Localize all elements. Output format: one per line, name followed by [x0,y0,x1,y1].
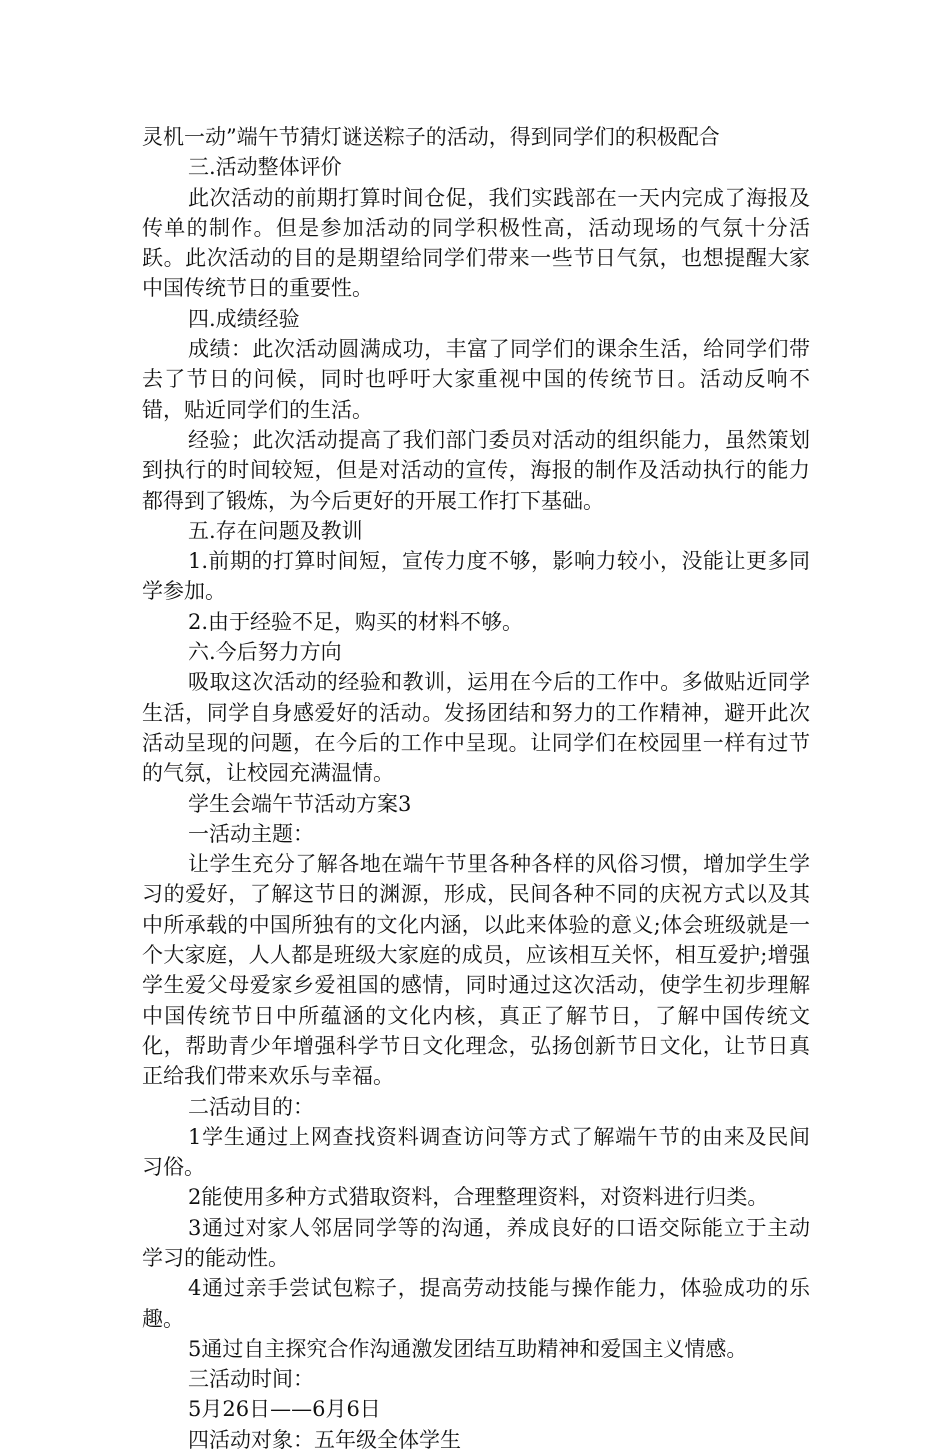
list-item-purpose-2: 2能使用多种方式猎取资料，合理整理资料，对资料进行归类。 [188,1185,769,1210]
section-heading-time: 三活动时间： [188,1367,314,1392]
list-item-problem-2: 2.由于经验不足，购买的材料不够。 [188,609,524,634]
list-item-problem-1: 1.前期的打算时间短，宣传力度不够，影响力较小，没能让更多同学参加。 [142,549,810,604]
list-item-purpose-3: 3通过对家人邻居同学等的沟通，养成良好的口语交际能立于主动学习的能动性。 [142,1215,810,1270]
paragraph-evaluation: 此次活动的前期打算时间仓促，我们实践部在一天内完成了海报及传单的制作。但是参加活动的同学积极性高，活动现场的气氛十分活跃。此次活动的目的是期望给同学们带来一些节日气氛，也想提醒大家中国传统节日的重要性。 [142,185,810,301]
section-heading-overall-evaluation: 三.活动整体评价 [188,155,342,180]
document-body [142,122,810,1455]
paragraph-continuation: 灵机一动”端午节猜灯谜送粽子的活动，得到同学们的积极配合 [142,125,720,149]
paragraph-future-direction: 吸取这次活动的经验和教训，运用在今后的工作中。多做贴近同学生活，同学自身感爱好的活动。发扬团结和努力的工作精神，避开此次活动呈现的问题，在今后的工作中呈现。让同学们在校园里一样有过节的气氛，让校园充满温情。 [142,670,810,786]
section-heading-future-direction: 六.今后努力方向 [188,640,342,665]
document-subtitle-plan-3: 学生会端午节活动方案3 [188,791,412,816]
list-item-purpose-5: 5通过自主探究合作沟通激发团结互助精神和爱国主义情感。 [188,1336,748,1361]
section-heading-purpose: 二活动目的： [188,1094,314,1119]
paragraph-theme: 让学生充分了解各地在端午节里各种各样的风俗习惯，增加学生学习的爱好，了解这节日的渊源，形成，民间各种不同的庆祝方式以及其中所承载的中国所独有的文化内涵，以此来体验的意义;体会班级就是一个大家庭，人人都是班级大家庭的成员，应该相互关怀，相互爱护;增强学生爱父母爱家乡爱祖国的感情，同时通过这次活动，使学生初步理解中国传统节日中所蕴涵的文化内核，真正了解节日，了解中国传统文化，帮助青少年增强科学节日文化理念，弘扬创新节日文化，让节日真正给我们带来欢乐与幸福。 [142,852,810,1089]
paragraph-results: 成绩：此次活动圆满成功，丰富了同学们的课余生活，给同学们带去了节日的问候，同时也呼吁大家重视中国的传统节日。活动反响不错，贴近同学们的生活。 [142,337,810,422]
section-heading-problems: 五.存在问题及教训 [188,518,363,543]
section-heading-theme: 一活动主题： [188,821,314,846]
paragraph-time: 5月26日——6月6日 [188,1397,381,1422]
list-item-purpose-4: 4通过亲手尝试包粽子，提高劳动技能与操作能力，体验成功的乐趣。 [142,1276,810,1331]
section-heading-results-experience: 四.成绩经验 [188,306,300,331]
paragraph-experience: 经验；此次活动提高了我们部门委员对活动的组织能力，虽然策划到执行的时间较短，但是对活动的宣传，海报的制作及活动执行的能力都得到了锻炼，为今后更好的开展工作打下基础。 [142,427,810,513]
list-item-purpose-1: 1学生通过上网查找资料调查访问等方式了解端午节的由来及民间习俗。 [142,1124,810,1180]
section-heading-audience: 四活动对象：五年级全体学生 [188,1427,461,1452]
